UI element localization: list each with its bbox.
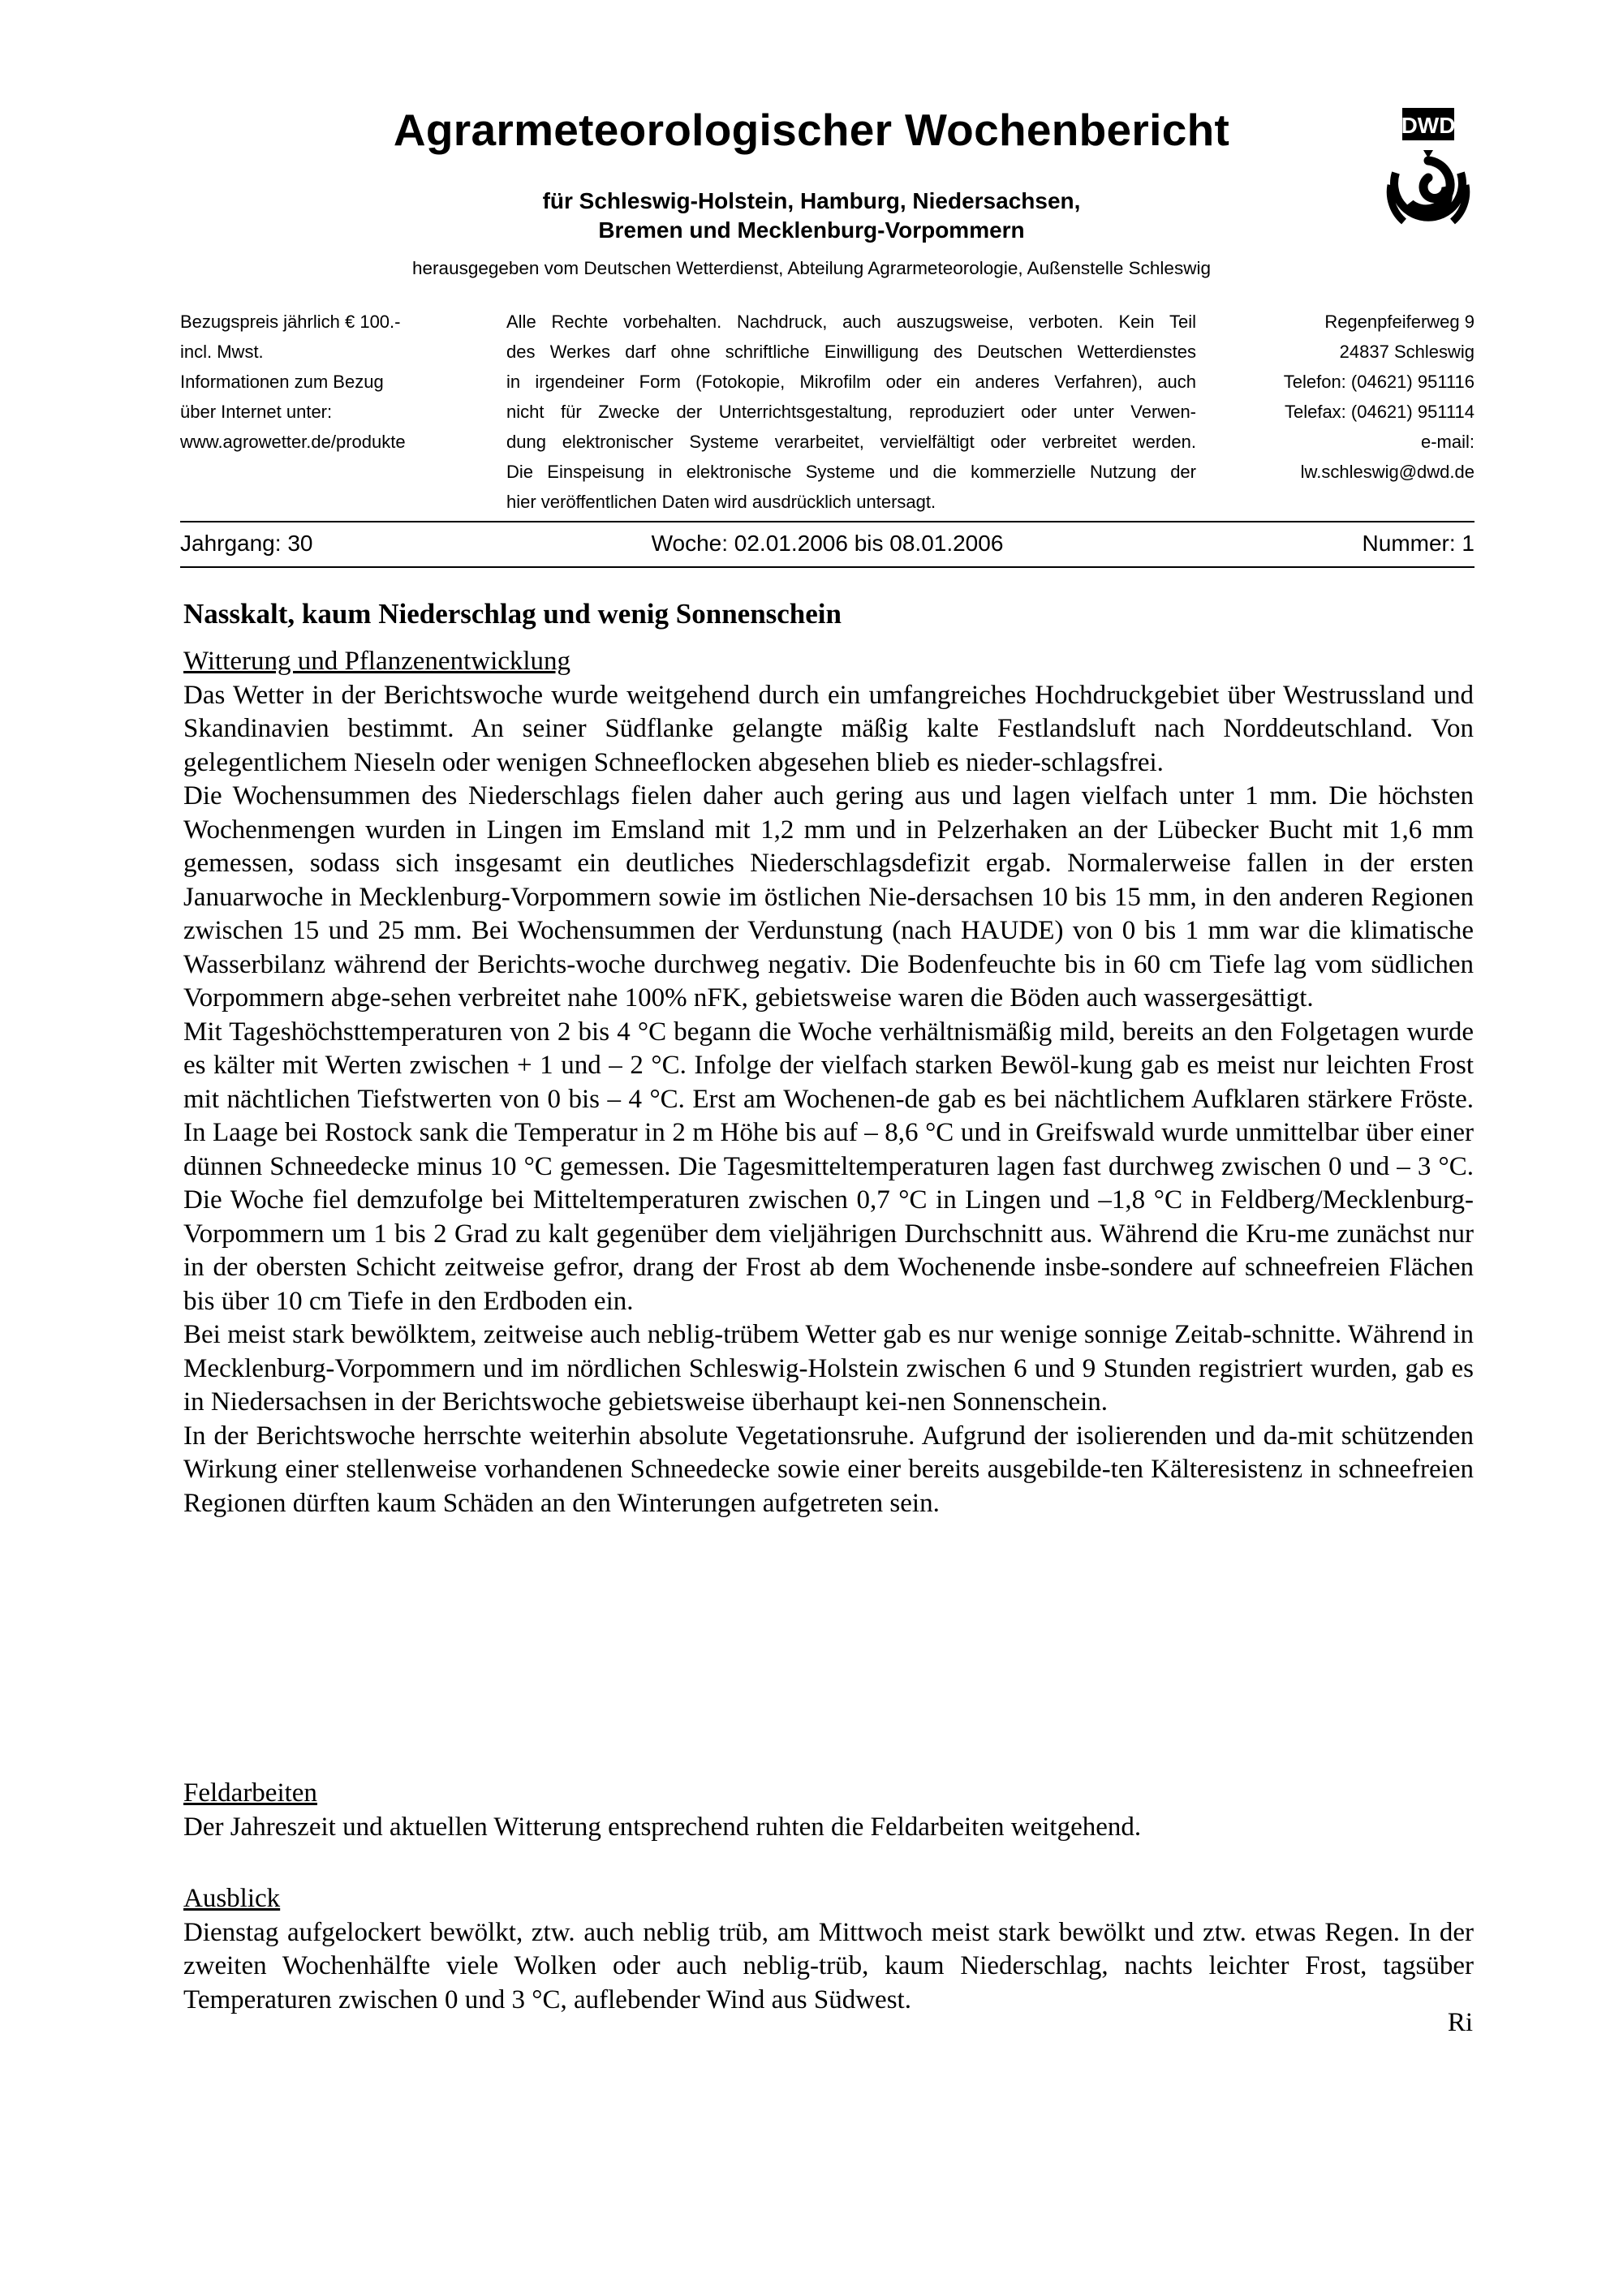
logo-spiral <box>1410 161 1450 215</box>
contact-line: Telefon: (04621) 951116 <box>1283 372 1474 392</box>
paragraph: Die Wochensummen des Niederschlags fielen daher auch gering aus und lagen vielfach unter 1 mm. Die höchsten Wochenmengen wurden in Lingen im Emsland mit 1,2 mm und in Pelzerhaken an der Lübecker Bucht mit 1,6 mm gemessen, sodass sich insgesamt ein deutliches Niederschlagsdefizit ergab. Normalerweise fallen in der ersten Januarwoche in Mecklenburg-Vorpommern sowie im östlichen Nie-dersachsen 10 bis 15 mm, in den anderen Regionen zwischen 15 und 25 mm. Bei Wochensummen der Verdunstung (nach HAUDE) von 0 bis 1 mm war die klimatische Wasserbilanz während der Berichts-woche durchweg negativ. Die Bodenfeuchte bis in 60 cm Tiefe lag vom südlichen Vorpommern abge-sehen verbreitet nahe 100% nFK, gebietsweise waren die Böden auch wassergesättigt. <box>183 781 1474 1013</box>
copyright-line: des Werkes darf ohne schriftliche Einwilligung des Deutschen Wetterdienstes <box>506 342 1196 362</box>
subscription-line: Informationen zum Bezug <box>180 372 384 392</box>
copyright-line: nicht für Zwecke der Unterrichtsgestaltung, reproduziert oder unter Verwen- <box>506 402 1196 422</box>
section-witterung <box>183 645 1474 1520</box>
ausblick-text: Dienstag aufgelockert bewölkt, ztw. auch neblig trüb, am Mittwoch meist stark bewölkt und ztw. etwas Regen. In der zweiten Wochenhälfte viele Wolken oder auch neblig-trüb, kaum Niederschlag, nachts leichter Frost, tagsüber Temperaturen zwischen 0 und 3 °C, auflebender Wind aus Südwest. <box>183 1917 1474 2014</box>
contact-line: Regenpfeiferweg 9 <box>1324 312 1474 332</box>
logo-text: DWD <box>1401 113 1456 138</box>
section-ausblick <box>183 1882 1474 2017</box>
author-signature: Ri <box>1447 2008 1473 2037</box>
jahrgang: Jahrgang: 30 <box>180 531 313 556</box>
divider-top <box>180 521 1474 522</box>
contact-info <box>1199 307 1474 487</box>
feldarbeiten-text: Der Jahreszeit und aktuellen Witterung entsprechend ruhten die Feldarbeiten weitgehend. <box>183 1812 1142 1842</box>
copyright-line: dung elektronischer Systeme verarbeitet, vervielfältigt oder verbreitet werden. <box>506 432 1196 452</box>
subscription-line: www.agrowetter.de/produkte <box>180 432 406 452</box>
contact-line: Telefax: (04621) 951114 <box>1284 402 1474 422</box>
week-range: Woche: 02.01.2006 bis 08.01.2006 <box>651 531 1004 556</box>
issue-meta <box>180 531 1474 563</box>
paragraph: In der Berichtswoche herrschte weiterhin absolute Vegetationsruhe. Aufgrund der isolierenden und da-mit schützenden Wirkung einer stellenweise vorhandenen Schneedecke sowie einer bereits ausgebilde-ten Kälteresistenz in schneefreien Regionen dürften kaum Schäden an den Winterungen aufgetreten sein. <box>183 1421 1474 1518</box>
issue-number: Nummer: 1 <box>1362 531 1474 556</box>
section-title-witterung: Witterung und Pflanzenentwicklung <box>183 647 571 676</box>
contact-line: lw.schleswig@dwd.de <box>1300 462 1474 482</box>
witterung-paragraphs <box>183 679 1474 1521</box>
publisher-line: herausgegeben vom Deutschen Wetterdienst, Abteilung Agrarmeteorologie, Außenstelle Schleswig <box>412 258 1211 278</box>
regions-line-1: für Schleswig-Holstein, Hamburg, Niedersachsen, <box>542 188 1081 213</box>
report-title: Agrarmeteorologischer Wochenbericht <box>393 105 1230 155</box>
divider-bottom <box>180 566 1474 568</box>
copyright-line: in irgendeiner Form (Fotokopie, Mikrofilm oder ein anderes Verfahren), auch <box>506 372 1196 392</box>
paragraph: Bei meist stark bewölktem, zeitweise auch neblig-trübem Wetter gab es nur wenige sonnige Zeitab-schnitte. Während in Mecklenburg-Vorpommern und im nördlichen Schleswig-Holstein zwischen 6 und 9 Stunden registriert wurden, gab es in Niedersachsen in der Berichtswoche gebietsweise überhaupt kei-nen Sonnenschein. <box>183 1320 1474 1417</box>
contact-line: 24837 Schleswig <box>1339 342 1474 362</box>
subscription-line: Bezugspreis jährlich € 100.- <box>180 312 401 332</box>
contact-line: e-mail: <box>1420 432 1474 452</box>
subscription-line: über Internet unter: <box>180 402 333 422</box>
copyright-notice <box>506 307 1196 517</box>
copyright-line: hier veröffentlichen Daten wird ausdrücklich untersagt. <box>506 492 936 512</box>
section-feldarbeiten <box>183 1777 1474 1844</box>
copyright-line: Alle Rechte vorbehalten. Nachdruck, auch auszugsweise, verboten. Kein Teil <box>506 312 1196 332</box>
subscription-line: incl. Mwst. <box>180 342 264 362</box>
headline: Nasskalt, kaum Niederschlag und wenig Sonnenschein <box>183 598 842 630</box>
paragraph: Das Wetter in der Berichtswoche wurde weitgehend durch ein umfangreiches Hochdruckgebiet über Westrussland und Skandinavien bestimmt. An seiner Südflanke gelangte mäßig kalte Festlandsluft nach Norddeutschland. Von gelegentlichem Nieseln oder wenigen Schneeflocken abgesehen blieb es nieder-schlagsfrei. <box>183 680 1474 777</box>
paragraph: Mit Tageshöchsttemperaturen von 2 bis 4 °C begann die Woche verhältnismäßig mild, bereits an den Folgetagen wurde es kälter mit Werten zwischen + 1 und – 2 °C. Infolge der vielfach starken Bewöl-kung gab es meist nur leichten Frost mit nächtlichen Tiefstwerten von 0 bis – 4 °C. Erst am Wochenen-de gab es bei nächtlichem Aufklaren stärkere Fröste. In Laage bei Rostock sank die Temperatur in 2 m Höhe bis auf – 8,6 °C und in Greifswald wurde unmittelbar über einer dünnen Schneedecke minus 10 °C gemessen. Die Tagesmitteltemperaturen lagen fast durchweg zwischen 0 und – 3 °C. Die Woche fiel demzufolge bei Mitteltemperaturen zwischen 0,7 °C in Lingen und –1,8 °C in Feldberg/Mecklenburg-Vorpommern um 1 bis 2 Grad zu kalt gegenüber dem vieljährigen Durchschnitt aus. Während die Kru-me zunächst nur in der obersten Schicht zeitweise gefror, drang der Frost ab dem Wochenende insbe-sondere auf schneefreien Flächen bis über 10 cm Tiefe in den Erdboden ein. <box>183 1017 1474 1316</box>
subscription-info <box>180 307 456 457</box>
regions-line-2: Bremen und Mecklenburg-Vorpommern <box>598 217 1025 243</box>
copyright-line: Die Einspeisung in elektronische Systeme und die kommerzielle Nutzung der <box>506 462 1196 482</box>
section-title-feldarbeiten: Feldarbeiten <box>183 1778 317 1808</box>
section-title-ausblick: Ausblick <box>183 1884 281 1913</box>
dwd-logo <box>1380 108 1477 254</box>
